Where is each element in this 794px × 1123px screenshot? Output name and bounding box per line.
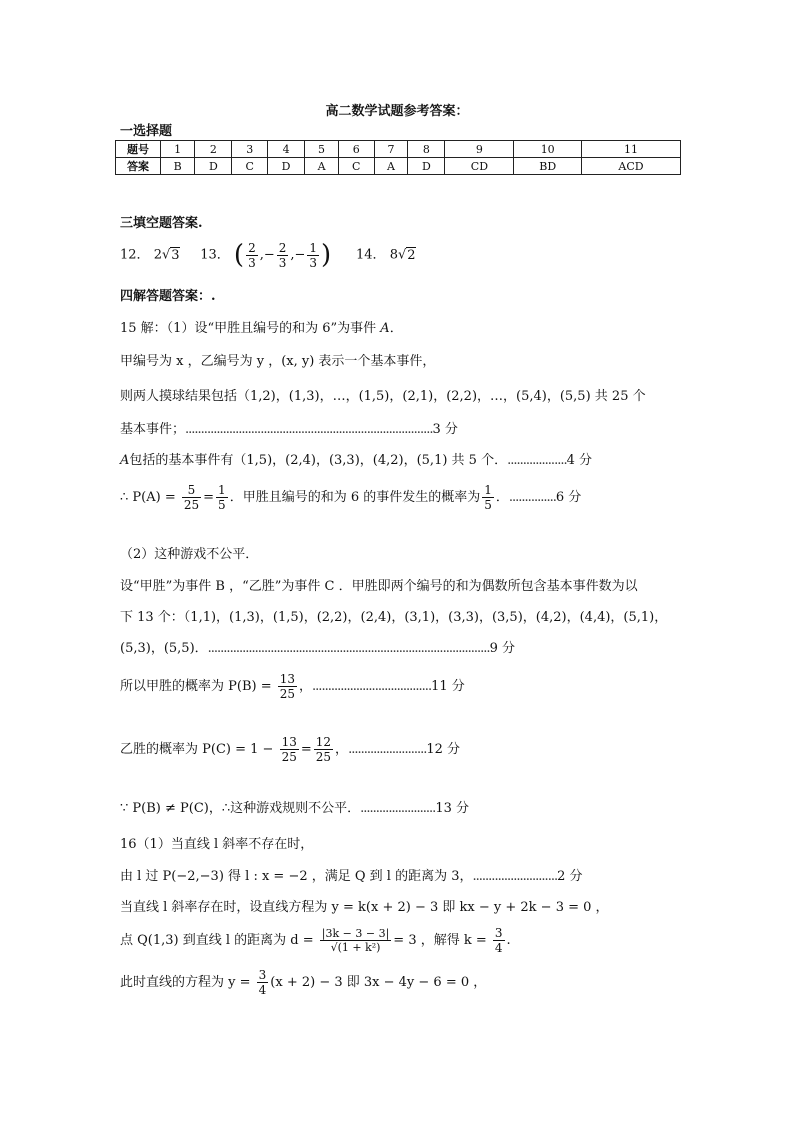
q15-line-13 [120, 797, 469, 816]
question-number: 1 [161, 141, 195, 158]
q13-fraction-1 [246, 241, 258, 270]
section-fill-heading: 三填空题答案. [120, 216, 203, 231]
question-number: 8 [408, 141, 445, 158]
leader-dots: ................... [507, 453, 567, 468]
fraction-denominator: 25 [279, 687, 296, 701]
q13-fraction-2 [277, 241, 289, 270]
q15-line-1 [120, 317, 403, 336]
fraction-denominator: 3 [248, 255, 256, 270]
leader-dots: ...................................... [312, 679, 432, 694]
fraction-denominator: √(1 + k²) [330, 941, 381, 954]
answer-table [115, 140, 681, 175]
fraction-numerator: 2 [248, 240, 256, 255]
question-number: 2 [195, 141, 232, 158]
text: = [203, 490, 215, 505]
fraction-numerator: 1 [484, 483, 492, 497]
leader-dots: ........................... [472, 869, 558, 884]
answer-cell: BD [514, 158, 582, 175]
text: 由 l 过 P(−2,−3) 得 l : x = −2 ，满足 Q 到 l 的距离为 3， [120, 869, 473, 884]
score: 4 分 [566, 453, 592, 468]
fraction [216, 483, 228, 512]
question-number: 9 [445, 141, 514, 158]
q15-line-5 [120, 449, 592, 468]
fraction [280, 735, 299, 764]
score: 13 分 [435, 801, 469, 816]
table-answer-label: 答案 [116, 158, 161, 175]
text: ， [335, 742, 349, 757]
q12-label: 12． [120, 247, 150, 263]
q13-separator: ,− [290, 247, 306, 263]
event-var: A [380, 321, 390, 336]
leader-dots: ............................................................................... [185, 422, 433, 437]
text: = [300, 742, 312, 757]
fraction-denominator: 4 [258, 983, 267, 997]
q13-fraction-3 [307, 241, 319, 270]
text: 此时直线的方程为 y = [120, 975, 251, 990]
text: (5,3)，(5,5)． [120, 641, 208, 656]
left-paren-icon: ( [233, 240, 245, 270]
fraction-denominator: 3 [309, 255, 318, 270]
q15-line-6 [120, 483, 581, 512]
answer-cell: B [161, 158, 195, 175]
sqrt-icon: √ [161, 247, 171, 263]
text: 乙胜的概率为 P(C) = 1 − [120, 742, 274, 757]
text: ． [495, 490, 509, 505]
fraction [257, 968, 269, 997]
text: 点 Q(1,3) 到直线 l 的距离为 d = [120, 933, 314, 948]
answer-cell: C [232, 158, 268, 175]
answer-cell: A [374, 158, 408, 175]
q16-line-1: 16（1）当直线 l 斜率不存在时， [120, 837, 314, 852]
text: ∵ P(B) ≠ P(C)，∴这种游戏规则不公平． [120, 801, 361, 816]
event-var: A [120, 453, 130, 468]
fraction-numerator: 13 [281, 735, 297, 749]
fraction-numerator: 3 [258, 968, 267, 982]
section-choice-heading: 一选择题 [120, 124, 173, 139]
q15-line-9: 下 13 个：（1,1)，(1,3)，(1,5)，(2,2)，(2,4)，(3,1)，(3,3)，(3,5)，(4,2)，(4,4)，(5,1)， [120, 610, 668, 625]
fraction-numerator: 2 [278, 240, 287, 255]
answer-cell: ACD [582, 158, 681, 175]
text: ∴ P(A) = [120, 490, 176, 505]
q16-line-2 [120, 865, 583, 884]
q15-line-10 [120, 637, 515, 656]
q12-coef: 2 [153, 247, 162, 263]
fraction-denominator: 5 [218, 498, 226, 512]
fraction [182, 483, 201, 512]
answer-cell: D [408, 158, 445, 175]
fraction-numerator: 1 [309, 240, 318, 255]
q15-line-2: 甲编号为 x ，乙编号为 y ，(x, y) 表示一个基本事件， [120, 354, 436, 369]
fraction-denominator: 25 [281, 750, 297, 764]
score: 6 分 [555, 490, 582, 505]
answer-cell: D [195, 158, 232, 175]
text: 所以甲胜的概率为 P(B) = [120, 679, 272, 694]
q15-line-3: 则两人摸球结果包括（1,2)，(1,3)，…，(1,5)，(2,1)，(2,2)，…，(5,4)，(5,5) 共 25 个 [120, 389, 646, 404]
fraction-denominator: 4 [494, 941, 503, 955]
q16-line-5 [120, 968, 486, 997]
leader-dots: ............... [508, 490, 556, 505]
fraction-numerator: 5 [182, 483, 201, 498]
q14-label: 14． [356, 247, 386, 263]
fraction-numerator: 13 [279, 672, 296, 686]
page-title: 高二数学试题参考答案： [325, 104, 469, 119]
table-row-answers [116, 158, 681, 175]
text: . [506, 933, 511, 948]
score: 11 分 [431, 679, 465, 694]
score: 9 分 [489, 641, 515, 656]
text: = 3 ，解得 k = [393, 933, 487, 948]
q15-line-7: （2）这种游戏不公平． [120, 547, 259, 562]
question-number: 4 [268, 141, 305, 158]
table-row-numbers [116, 141, 681, 158]
leader-dots: .......................................................................................... [207, 641, 490, 656]
fraction-denominator: 3 [278, 255, 287, 270]
q15-line-8: 设“甲胜”为事件 B ，“乙胜”为事件 C ．甲胜即两个编号的和为偶数所包含基本事件数为以 [120, 579, 638, 594]
q16-line-4 [120, 926, 511, 955]
question-number: 6 [338, 141, 374, 158]
score: 12 分 [426, 742, 461, 757]
q14-coef: 8 [389, 247, 398, 263]
section-solution-heading: 四解答题答案：. [120, 289, 216, 304]
q15-line-12 [120, 735, 460, 764]
sqrt-icon: √ [397, 247, 407, 263]
score: 3 分 [432, 422, 458, 437]
q13-separator: ,− [259, 247, 275, 263]
answer-cell: CD [445, 158, 514, 175]
leader-dots: ........................ [360, 801, 436, 816]
fill-answers [120, 240, 416, 270]
q15-line-4 [120, 418, 458, 437]
text: ． [389, 321, 403, 336]
question-number: 7 [374, 141, 408, 158]
fraction [314, 735, 333, 764]
score: 2 分 [557, 869, 583, 884]
fraction-denominator: 25 [315, 750, 332, 764]
question-number: 5 [305, 141, 339, 158]
leader-dots: ......................... [348, 742, 427, 757]
table-header-label: 题号 [116, 141, 161, 158]
text: (x + 2) − 3 即 3x − 4y − 6 = 0 ， [270, 975, 487, 990]
q12-radicand: 3 [171, 247, 180, 263]
q16-line-3: 当直线 l 斜率存在时，设直线方程为 y = k(x + 2) − 3 即 kx − y + 2k − 3 = 0 ， [120, 900, 609, 915]
text: 包括的基本事件有（1,5)，(2,4)，(3,3)，(4,2)，(5,1) 共 5 个． [129, 453, 508, 468]
answer-cell: D [268, 158, 305, 175]
fraction-numerator: 1 [218, 483, 226, 497]
answer-cell: A [305, 158, 339, 175]
fraction-denominator: 25 [183, 498, 200, 512]
q15-line-11 [120, 672, 465, 701]
text: 15 解：（1）设“甲胜且编号的和为 6”为事件 [120, 321, 377, 336]
fraction [320, 927, 392, 954]
question-number: 11 [582, 141, 681, 158]
fraction-denominator: 5 [484, 498, 492, 512]
fraction [493, 926, 505, 955]
q13-label: 13． [200, 247, 230, 263]
fraction-numerator: 3 [494, 926, 503, 940]
fraction [278, 672, 297, 701]
q14-radicand: 2 [407, 247, 416, 263]
answer-cell: C [338, 158, 374, 175]
text: ．甲胜且编号的和为 6 的事件发生的概率为 [229, 490, 481, 505]
question-number: 10 [514, 141, 582, 158]
fraction-numerator: |3k − 3 − 3| [321, 927, 390, 940]
right-paren-icon: ) [321, 240, 332, 270]
fraction [482, 483, 494, 512]
fraction-numerator: 12 [315, 735, 332, 749]
question-number: 3 [232, 141, 268, 158]
text: ， [299, 679, 313, 694]
text: 基本事件； [120, 422, 186, 437]
